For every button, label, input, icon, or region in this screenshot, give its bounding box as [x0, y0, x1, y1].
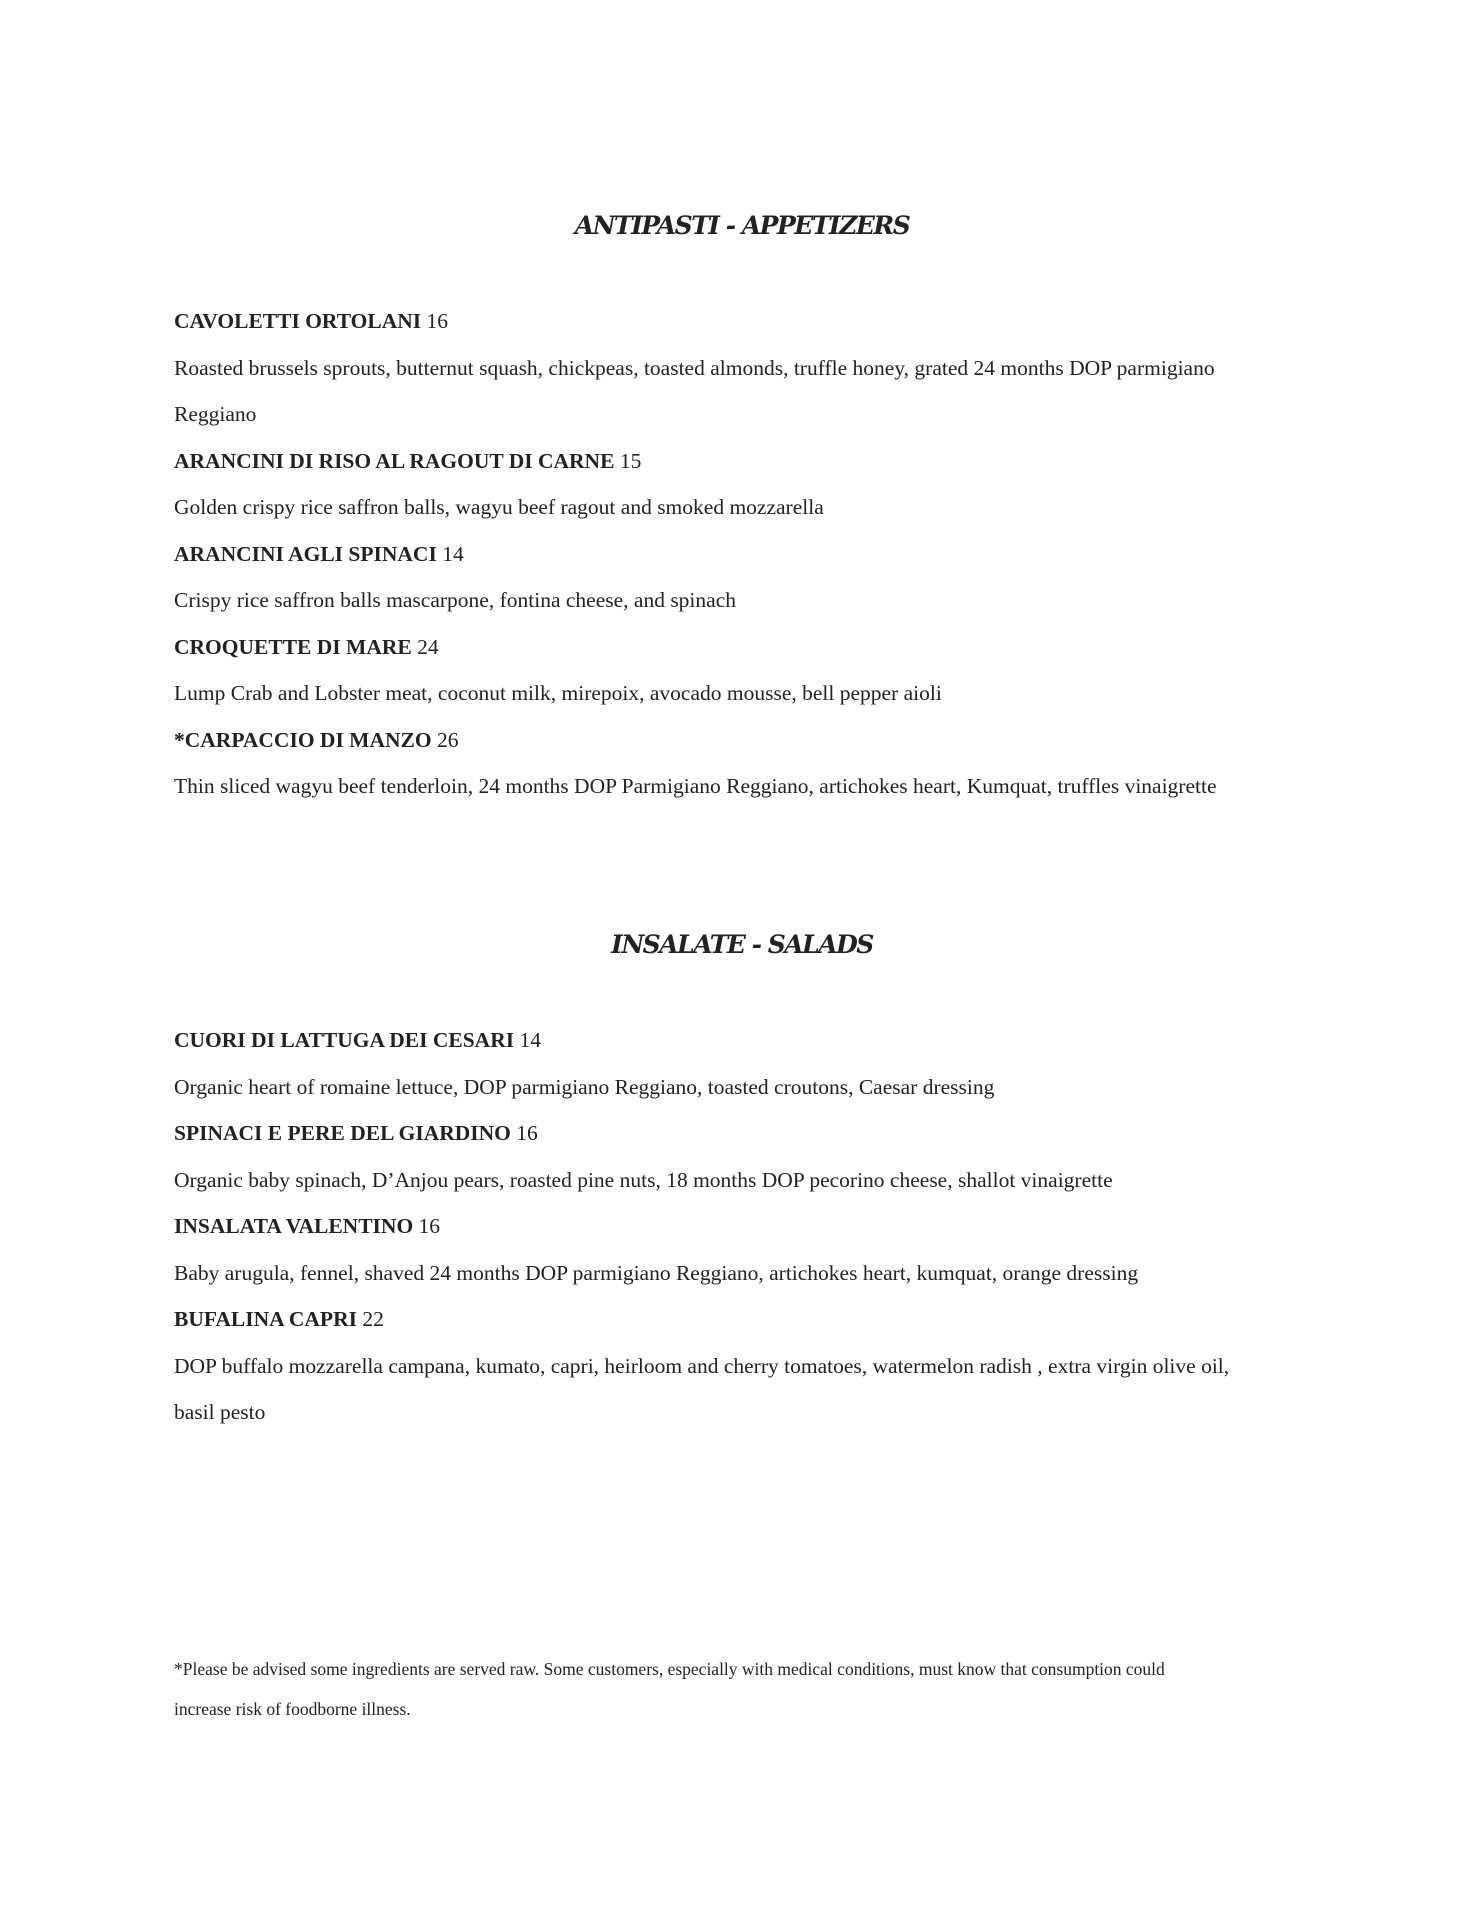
item-name: CUORI DI LATTUGA DEI CESARI	[174, 1028, 515, 1052]
item-name: ARANCINI DI RISO AL RAGOUT DI CARNE	[174, 448, 615, 473]
item-description: Organic heart of romaine lettuce, DOP parmigiano Reggiano, toasted croutons, Caesar dressing	[174, 1074, 995, 1099]
item-price: 14	[519, 1028, 541, 1052]
item-description: Reggiano	[174, 402, 257, 426]
menu-item-cuori-lattuga	[174, 1017, 1304, 1064]
item-price: 26	[436, 727, 459, 752]
menu-item-bufalina-capri	[174, 1296, 1304, 1343]
section-title-insalate: INSALATE - SALADS	[611, 930, 873, 959]
item-price: 16	[516, 1121, 538, 1145]
item-name: INSALATA VALENTINO	[174, 1214, 414, 1238]
item-description: Crispy rice saffron balls mascarpone, fontina cheese, and spinach	[174, 588, 736, 612]
item-price: 15	[619, 448, 642, 473]
item-price: 24	[417, 634, 439, 659]
menu-item-carpaccio	[174, 717, 1304, 764]
item-description: Baby arugula, fennel, shaved 24 months DOP parmigiano Reggiano, artichokes heart, kumquat, orange dressing	[174, 1260, 1139, 1285]
raw-food-disclaimer	[174, 1649, 1304, 1729]
menu-item-cavoletti	[174, 298, 1304, 345]
item-description: Lump Crab and Lobster meat, coconut milk, mirepoix, avocado mousse, bell pepper aioli	[174, 681, 942, 705]
item-description: DOP buffalo mozzarella campana, kumato, capri, heirloom and cherry tomatoes, watermelon radish , extra virgin olive oil,	[174, 1353, 1230, 1378]
section-title-antipasti: ANTIPASTI - APPETIZERS	[574, 211, 910, 240]
item-price: 16	[418, 1214, 441, 1238]
item-description: basil pesto	[174, 1400, 266, 1424]
item-description: Organic baby spinach, D’Anjou pears, roasted pine nuts, 18 months DOP pecorino cheese, shallot vinaigrette	[174, 1167, 1113, 1192]
item-name: *CARPACCIO DI MANZO	[174, 727, 432, 752]
item-name: BUFALINA CAPRI	[174, 1307, 357, 1331]
item-description: Roasted brussels sprouts, butternut squash, chickpeas, toasted almonds, truffle honey, grated 24 months DOP parmigiano	[174, 355, 1215, 380]
item-name: SPINACI E PERE DEL GIARDINO	[174, 1121, 511, 1145]
footnote-line: *Please be advised some ingredients are served raw. Some customers, especially with medical conditions, must know that consumption could	[174, 1659, 1165, 1679]
footnote-line: increase risk of foodborne illness.	[174, 1699, 411, 1719]
menu-item-arancini-spinaci	[174, 531, 1304, 578]
item-name: CAVOLETTI ORTOLANI	[174, 309, 422, 333]
item-description: Golden crispy rice saffron balls, wagyu beef ragout and smoked mozzarella	[174, 495, 824, 519]
item-name: CROQUETTE DI MARE	[174, 634, 412, 659]
menu-item-arancini-ragout	[174, 438, 1304, 485]
menu-item-croquette	[174, 624, 1304, 671]
menu-item-insalata-valentino	[174, 1203, 1304, 1250]
item-price: 22	[362, 1307, 384, 1331]
item-name: ARANCINI AGLI SPINACI	[174, 541, 437, 566]
item-price: 14	[442, 541, 464, 566]
antipasti-items	[174, 298, 1304, 810]
item-description: Thin sliced wagyu beef tenderloin, 24 months DOP Parmigiano Reggiano, artichokes heart, Kumquat, truffles vinaigrette	[174, 774, 1217, 798]
insalate-items	[174, 1017, 1304, 1436]
item-price: 16	[426, 309, 449, 333]
menu-item-spinaci-pere	[174, 1110, 1304, 1157]
